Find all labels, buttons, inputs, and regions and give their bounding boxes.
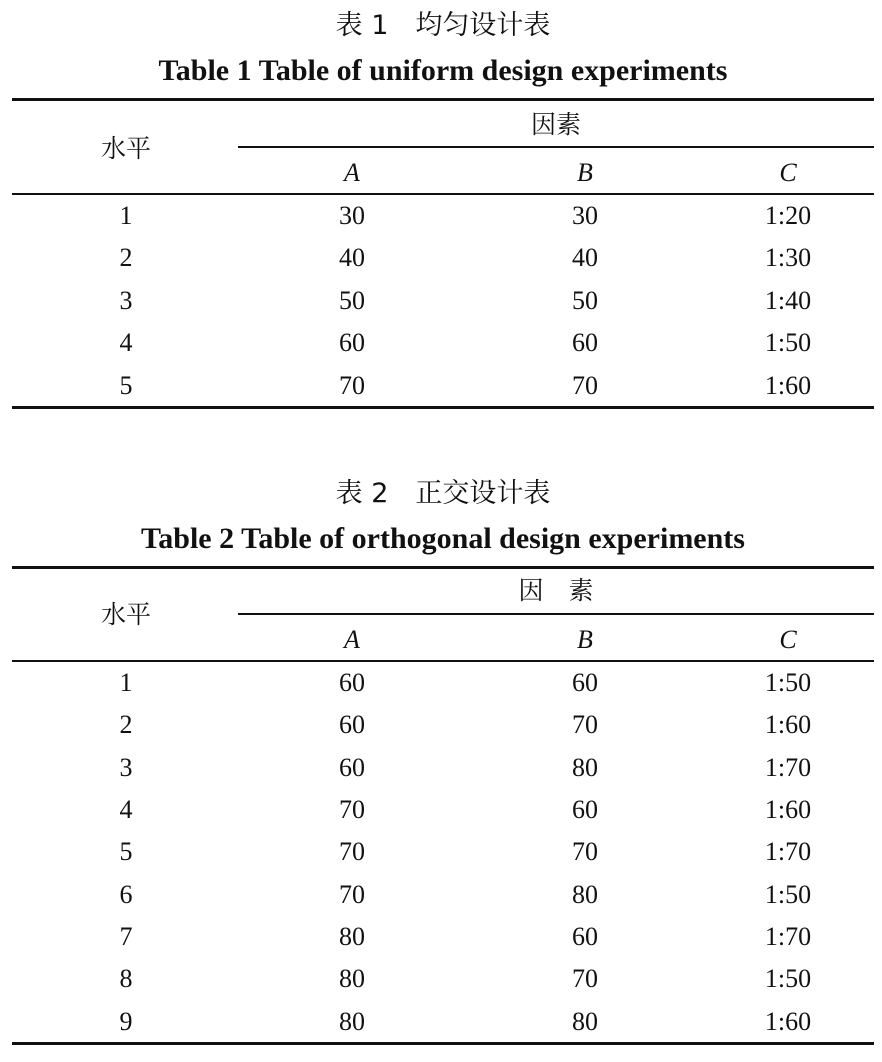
table-2-value-b: 70 (572, 837, 598, 866)
table-1-col-header-a: A (344, 158, 360, 187)
table-1-value-b: 40 (572, 243, 598, 272)
table-1-value-b: 70 (572, 371, 598, 400)
table-1-level: 3 (119, 286, 133, 315)
table-2-value-a: 60 (339, 710, 365, 739)
table-1-value-c: 1:40 (764, 286, 812, 315)
table-1-level: 4 (119, 328, 133, 357)
table-2-group-header: 因 素 (518, 576, 594, 605)
table-2-level: 1 (119, 668, 133, 697)
table-2-bottom-rule (12, 1042, 874, 1045)
table-1-value-a: 60 (339, 328, 365, 357)
table-1-group-rule (238, 146, 874, 148)
table-2-value-a: 70 (339, 880, 365, 909)
table-1-value-a: 30 (339, 201, 365, 230)
table-2-value-c: 1:50 (764, 964, 812, 993)
table-1-level: 1 (119, 201, 133, 230)
table-2-value-a: 80 (339, 922, 365, 951)
table-2-value-c: 1:70 (764, 753, 812, 782)
table-1-value-c: 1:50 (764, 328, 812, 357)
table-2-value-c: 1:70 (764, 922, 812, 951)
table-2-value-b: 60 (572, 795, 598, 824)
table-2-col-header-c: C (779, 625, 797, 654)
table-1-value-a: 70 (339, 371, 365, 400)
table-2-value-c: 1:60 (764, 1007, 812, 1036)
table-2-value-b: 70 (572, 964, 598, 993)
table-1-value-a: 50 (339, 286, 365, 315)
table-1-value-b: 30 (572, 201, 598, 230)
table-2-value-c: 1:60 (764, 795, 812, 824)
table-2-value-b: 60 (572, 668, 598, 697)
table-2 (12, 470, 874, 1062)
table-2-level: 5 (119, 837, 133, 866)
table-1-caption-en: Table 1 Table of uniform design experiments (158, 54, 728, 87)
table-2-value-c: 1:50 (764, 880, 812, 909)
table-2-value-a: 60 (339, 753, 365, 782)
table-2-value-b: 70 (572, 710, 598, 739)
table-1-value-a: 40 (339, 243, 365, 272)
table-2-value-a: 70 (339, 795, 365, 824)
table-1-value-c: 1:20 (764, 201, 812, 230)
table-1-group-header: 因素 (530, 110, 581, 139)
table-1-bottom-rule (12, 406, 874, 409)
table-1-col-header-c: C (779, 158, 797, 187)
table-2-caption-en: Table 2 Table of orthogonal design experiments (141, 522, 745, 555)
table-2-level: 6 (119, 880, 133, 909)
table-1-row-header: 水平 (100, 134, 151, 163)
table-1-value-c: 1:60 (764, 371, 812, 400)
table-2-value-c: 1:70 (764, 837, 812, 866)
table-2-value-a: 80 (339, 1007, 365, 1036)
table-2-group-rule (238, 613, 874, 615)
table-2-value-b: 60 (572, 922, 598, 951)
table-1-level: 2 (119, 243, 133, 272)
table-1-value-c: 1:30 (764, 243, 812, 272)
table-2-value-a: 60 (339, 668, 365, 697)
table-1 (12, 0, 874, 420)
table-2-level: 7 (119, 922, 133, 951)
table-2-level: 3 (119, 753, 133, 782)
table-1-header-rule (12, 193, 874, 195)
table-1-level: 5 (119, 371, 133, 400)
table-2-level: 2 (119, 710, 133, 739)
table-1-value-b: 50 (572, 286, 598, 315)
table-1-top-rule (12, 98, 874, 101)
table-2-level: 9 (119, 1007, 133, 1036)
table-2-header-rule (12, 660, 874, 662)
table-2-col-header-b: B (577, 625, 593, 654)
table-2-value-b: 80 (572, 880, 598, 909)
table-2-level: 8 (119, 964, 133, 993)
table-2-value-b: 80 (572, 1007, 598, 1036)
table-2-value-a: 80 (339, 964, 365, 993)
table-2-value-c: 1:50 (764, 668, 812, 697)
table-2-col-header-a: A (344, 625, 360, 654)
table-2-value-a: 70 (339, 837, 365, 866)
table-1-caption-cn: 表 1 均匀设计表 (335, 10, 551, 41)
table-2-row-header: 水平 (100, 600, 151, 629)
table-2-value-b: 80 (572, 753, 598, 782)
table-2-value-c: 1:60 (764, 710, 812, 739)
table-1-col-header-b: B (577, 158, 593, 187)
table-2-level: 4 (119, 795, 133, 824)
table-1-value-b: 60 (572, 328, 598, 357)
table-2-caption-cn: 表 2 正交设计表 (335, 478, 551, 509)
table-2-top-rule (12, 566, 874, 569)
